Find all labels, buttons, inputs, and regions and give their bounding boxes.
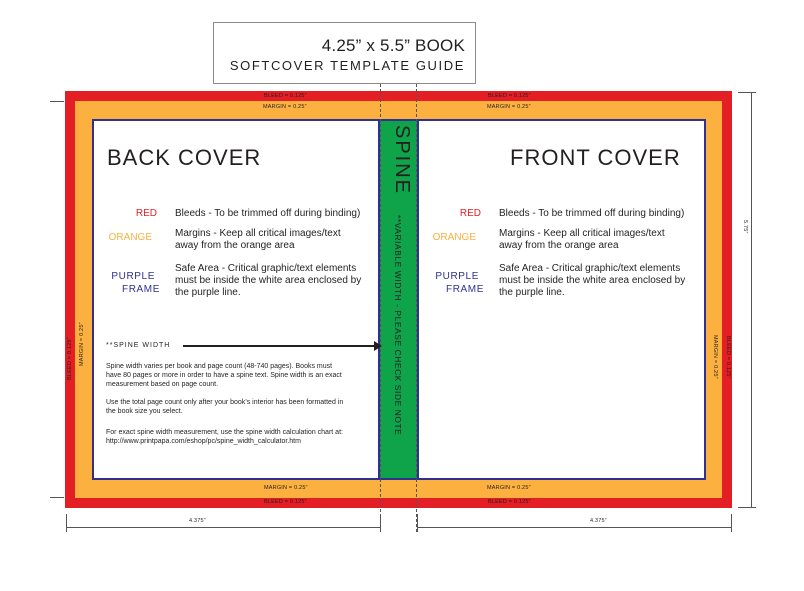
- bleed-label-top-left: BLEED = 0.125”: [264, 93, 307, 99]
- front-legend-purple-key-line1: PURPLE: [435, 271, 479, 282]
- width-dimension-tick-front-left: [417, 514, 418, 532]
- width-dimension-tick-front-right: [731, 514, 732, 532]
- front-cover-heading: FRONT COVER: [510, 145, 681, 170]
- margin-label-top-left: MARGIN = 0.25”: [263, 104, 307, 110]
- margin-label-left: MARGIN = 0.25”: [79, 322, 85, 366]
- width-dimension-tick-back-right: [380, 514, 381, 532]
- back-legend-purple-key-line1: PURPLE: [111, 271, 155, 282]
- spine-width-arrow: [183, 345, 375, 347]
- crop-mark-bottom-left: [50, 497, 64, 498]
- spine-note-3: For exact spine width measurement, use the spine width calculation chart at: http://www.printpapa.com/eshop/pc/spine_width_calculator.htm: [106, 429, 343, 445]
- width-label-front: 4.375”: [587, 518, 610, 524]
- margin-label-top-right: MARGIN = 0.25”: [487, 104, 531, 110]
- bleed-label-left: BLEED = 0.125”: [67, 337, 73, 380]
- back-legend-red-key: RED: [135, 208, 157, 219]
- spine-width-label: **SPINE WIDTH: [106, 342, 171, 349]
- bleed-label-top-right: BLEED = 0.125”: [488, 93, 531, 99]
- height-dimension-label: 5.75”: [742, 220, 748, 234]
- front-legend-orange-key: ORANGE: [432, 232, 476, 243]
- title-line-2: SOFTCOVER TEMPLATE GUIDE: [229, 58, 465, 73]
- title-box: [213, 22, 476, 84]
- margin-label-bottom-left: MARGIN = 0.25”: [264, 485, 308, 491]
- crop-mark-top-left: [50, 101, 64, 102]
- front-legend-red-key: RED: [459, 208, 481, 219]
- title-line-1: 4.25” x 5.5” BOOK: [321, 36, 465, 55]
- width-dimension-line-front: [417, 527, 731, 528]
- width-label-back: 4.375”: [186, 518, 209, 524]
- spine-note-1: Spine width varies per book and page count (48-740 pages). Books must have 80 pages or more in order to have a spine text. Spine width is an exact measurement based on page count.: [106, 363, 342, 388]
- front-legend-orange-desc: Margins - Keep all critical images/text away from the orange area: [499, 228, 665, 251]
- back-legend-orange-key: ORANGE: [108, 232, 152, 243]
- spine-fold-line-right: [416, 84, 417, 532]
- spine-note-2: Use the total page count only after your book’s interior has been formatted in the book size you select.: [106, 399, 344, 415]
- margin-label-bottom-right: MARGIN = 0.25”: [487, 485, 531, 491]
- height-dimension-tick-bottom: [738, 507, 756, 508]
- spine-title: SPINE: [391, 125, 413, 196]
- front-cover-safe-area: [417, 119, 706, 480]
- back-legend-red-desc: Bleeds - To be trimmed off during binding): [175, 208, 361, 219]
- spine-fold-line-left: [380, 84, 381, 532]
- back-legend-orange-desc: Margins - Keep all critical images/text away from the orange area: [175, 228, 341, 251]
- spine-width-arrow-head: [374, 341, 382, 351]
- front-legend-purple-desc: Safe Area - Critical graphic/text elements must be inside the white area enclosed by the purple line.: [499, 263, 686, 298]
- bleed-label-right: BLEED = 0.125”: [725, 336, 731, 379]
- bleed-label-bottom-right: BLEED = 0.125”: [488, 499, 531, 505]
- front-legend-red-desc: Bleeds - To be trimmed off during binding): [499, 208, 685, 219]
- spine-subtitle: **VARIABLE WIDTH - PLEASE CHECK SIDE NOTE: [393, 215, 403, 436]
- back-cover-heading: BACK COVER: [107, 145, 262, 170]
- back-cover-safe-area: [92, 119, 380, 480]
- width-dimension-line-back: [66, 527, 380, 528]
- height-dimension-tick-top: [738, 92, 756, 93]
- width-dimension-tick-back-left: [66, 514, 67, 532]
- back-legend-purple-key-line2: FRAME: [122, 284, 160, 295]
- height-dimension-line: [751, 92, 752, 507]
- back-legend-purple-desc: Safe Area - Critical graphic/text elements must be inside the white area enclosed by the purple line.: [175, 263, 362, 298]
- margin-label-right: MARGIN = 0.25”: [712, 335, 718, 379]
- bleed-label-bottom-left: BLEED = 0.125”: [264, 499, 307, 505]
- front-legend-purple-key-line2: FRAME: [446, 284, 484, 295]
